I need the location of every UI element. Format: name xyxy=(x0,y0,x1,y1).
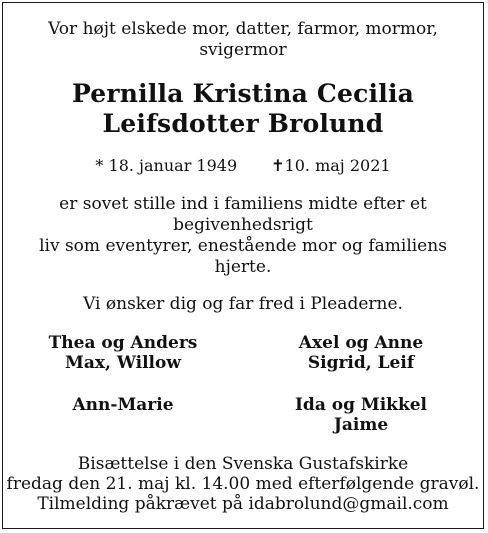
family-group-right-top xyxy=(261,333,461,373)
life-dates xyxy=(3,155,483,176)
birth-date: * 18. januar 1949 xyxy=(95,156,238,175)
family-group-left-top xyxy=(23,333,223,373)
family-line: Ida og Mikkel xyxy=(294,395,428,415)
family-line: Axel og Anne xyxy=(298,333,424,353)
farewell-wish: Vi ønsker dig og far fred i Pleaderne. xyxy=(83,294,403,314)
message-line: er sovet stille ind i familiens midte efter et xyxy=(59,194,427,214)
family-line: Max, Willow xyxy=(65,353,181,373)
deceased-name-line: Leifsdotter Brolund xyxy=(102,109,384,138)
obituary-notice xyxy=(2,2,484,529)
family-line: Jaime xyxy=(333,415,389,435)
service-line: fredag den 21. maj kl. 14.00 med efterfølgende gravøl. xyxy=(6,474,480,494)
message-line: hjerte. xyxy=(214,257,272,277)
intro-line: svigermor xyxy=(199,40,287,60)
message-line: begivenhedsrigt xyxy=(173,215,313,235)
family-group-left-bottom xyxy=(23,395,223,415)
family-line: Thea og Anders xyxy=(48,333,198,353)
memorial-message xyxy=(3,194,483,278)
message-line: liv som eventyrer, enestående mor og familiens xyxy=(39,236,447,256)
deceased-name xyxy=(3,79,483,139)
family-line: Sigrid, Leif xyxy=(307,353,415,373)
funeral-service-info xyxy=(3,454,483,514)
death-date: ✝10. maj 2021 xyxy=(271,156,391,175)
service-contact-line: Tilmelding påkrævet på idabrolund@gmail.com xyxy=(37,494,449,514)
intro-line: Vor højt elskede mor, datter, farmor, mormor, xyxy=(48,19,438,39)
deceased-name-line: Pernilla Kristina Cecilia xyxy=(71,79,415,108)
intro-text xyxy=(3,19,483,61)
family-line: Ann-Marie xyxy=(72,395,174,415)
service-line: Bisættelse i den Svenska Gustafskirke xyxy=(77,454,409,474)
family-group-right-bottom xyxy=(261,395,461,435)
